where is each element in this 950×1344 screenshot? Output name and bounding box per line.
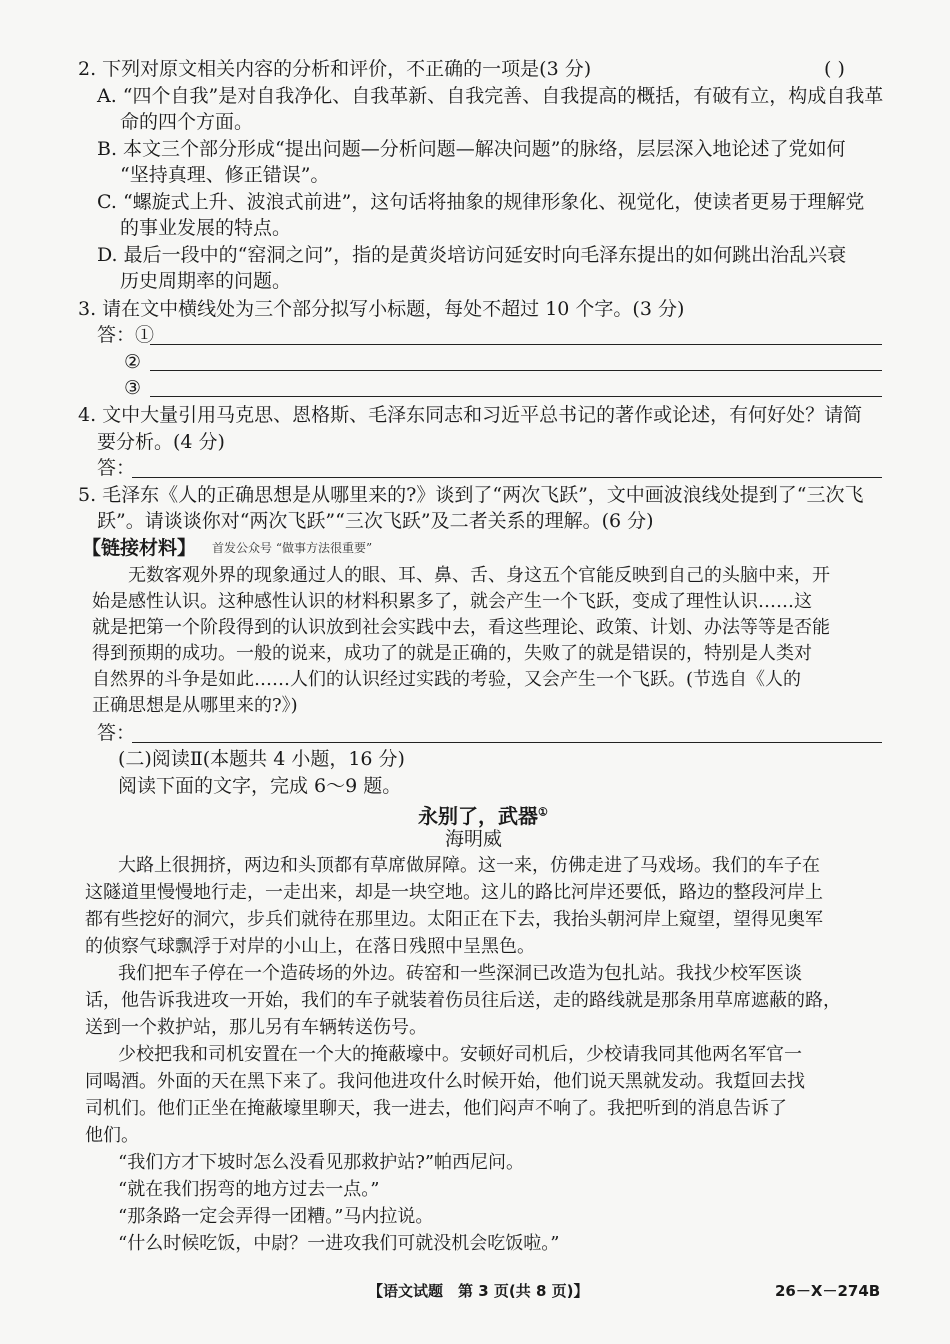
q5-stem-line2: 跃”。请谈谈你对“两次飞跃”“三次飞跃”及二者关系的理解。(6 分) (97, 510, 654, 532)
q2-answer-paren: ( ) (824, 58, 845, 80)
q2-option-a-line2: 命的四个方面。 (120, 111, 254, 133)
q3-answer-label-2: ② (124, 351, 142, 373)
link-material-line4: 得到预期的成功。一般的说来，成功了的就是正确的，失败了的就是错误的，特别是人类对 (92, 643, 812, 664)
link-material-line6: 正确思想是从哪里来的?》) (92, 695, 298, 716)
story-line: 他们。 (85, 1125, 139, 1146)
story-line: 送到一个救护站，那儿另有车辆转送伤号。 (85, 1017, 427, 1038)
story-line: 的侦察气球飘浮于对岸的小山上，在落日残照中呈黑色。 (85, 936, 535, 957)
q4-answer-label: 答： (97, 457, 136, 479)
q2-option-b-line1: B. 本文三个部分形成“提出问题—分析问题—解决问题”的脉络，层层深入地论述了党如何 (97, 138, 846, 160)
page-footer: 【语文试题 第 3 页(共 8 页)】 (368, 1282, 589, 1300)
link-material-line3: 就是把第一个阶段得到的认识放到社会实践中去，看这些理论、政策、计划、办法等等是否能 (92, 617, 830, 638)
story-author: 海明威 (445, 828, 503, 850)
q2-option-d-line1: D. 最后一段中的“窑洞之问”，指的是黄炎培访问延安时向毛泽东提出的如何跳出治乱兴衰 (97, 244, 847, 266)
q3-answer-line-1 (150, 344, 882, 345)
story-line: 话，他告诉我进攻一开始，我们的车子就装着伤员往后送，走的路线就是那条用草席遮蔽的路， (85, 990, 841, 1011)
story-line: 这隧道里慢慢地行走，一走出来，却是一块空地。这儿的路比河岸还要低，路边的整段河岸上 (85, 882, 823, 903)
story-title: 永别了，武器① (418, 804, 548, 828)
link-material-line1: 无数客观外界的现象通过人的眼、耳、鼻、舌、身这五个官能反映到自己的头脑中来，开 (128, 565, 830, 586)
story-line: “那条路一定会弄得一团糟。”马内拉说。 (118, 1206, 434, 1227)
q3-answer-label-1: 答：① (97, 324, 155, 346)
story-line: 大路上很拥挤，两边和头顶都有草席做屏障。这一来，仿佛走进了马戏场。我们的车子在 (118, 855, 820, 876)
q2-stem: 2. 下列对原文相关内容的分析和评价，不正确的一项是(3 分) (78, 58, 592, 80)
watermark-note: 首发公众号 “做事方法很重要” (212, 541, 373, 555)
q4-stem-line2: 要分析。(4 分) (97, 431, 225, 453)
story-line: “就在我们拐弯的地方过去一点。” (118, 1179, 380, 1200)
story-line: 都有些挖好的洞穴，步兵们就待在那里边。太阳正在下去，我抬头朝河岸上窥望，望得见奥军 (85, 909, 823, 930)
q2-option-d-line2: 历史周期率的问题。 (120, 270, 292, 292)
story-line: “我们方才下坡时怎么没看见那救护站?”帕西尼问。 (118, 1152, 525, 1173)
q2-option-c-line2: 的事业发展的特点。 (120, 217, 292, 239)
q4-stem-line1: 4. 文中大量引用马克思、恩格斯、毛泽东同志和习近平总书记的著作或论述，有何好处？请简 (78, 404, 863, 426)
story-line: 同喝酒。外面的天在黑下来了。我问他进攻什么时候开始，他们说天黑就发动。我踅回去找 (85, 1071, 805, 1092)
q5-answer-label: 答： (97, 722, 136, 744)
q3-stem: 3. 请在文中横线处为三个部分拟写小标题，每处不超过 10 个字。(3 分) (78, 298, 685, 320)
q3-answer-label-3: ③ (124, 377, 142, 399)
link-material-line2: 始是感性认识。这种感性认识的材料积累多了，就会产生一个飞跃，变成了理性认识……这 (92, 591, 812, 612)
link-material-label: 【链接材料】 (82, 537, 197, 559)
q3-answer-line-3 (150, 396, 882, 397)
q2-option-b-line2: “坚持真理、修正错误”。 (120, 164, 330, 186)
q2-option-a-line1: A. “四个自我”是对自我净化、自我革新、自我完善、自我提高的概括，有破有立，构成自我革 (97, 85, 884, 107)
q5-stem-line1: 5. 毛泽东《人的正确思想是从哪里来的?》谈到了“两次飞跃”，文中画波浪线处提到了“三次飞 (78, 484, 864, 506)
story-line: “什么时候吃饭，中尉？一进攻我们可就没机会吃饭啦。” (118, 1233, 560, 1254)
link-material-line5: 自然界的斗争是如此……人们的认识经过实践的考验，又会产生一个飞跃。(节选自《人的 (92, 669, 802, 690)
story-line: 我们把车子停在一个造砖场的外边。砖窑和一些深洞已改造为包扎站。我找少校军医谈 (118, 963, 802, 984)
section2-heading: (二)阅读Ⅱ(本题共 4 小题，16 分) (118, 748, 405, 770)
story-line: 司机们。他们正坐在掩蔽壕里聊天，我一进去，他们闷声不响了。我把听到的消息告诉了 (85, 1098, 787, 1119)
q5-answer-line (132, 742, 882, 743)
q3-answer-line-2 (150, 370, 882, 371)
story-line: 少校把我和司机安置在一个大的掩蔽壕中。安顿好司机后，少校请我同其他两名军官一 (118, 1044, 802, 1065)
paper-code: 26－X－274B (775, 1282, 881, 1300)
q2-option-c-line1: C. “螺旋式上升、波浪式前进”，这句话将抽象的规律形象化、视觉化，使读者更易于理解党 (97, 191, 865, 213)
q4-answer-line (132, 477, 882, 478)
section2-instruction: 阅读下面的文字，完成 6～9 题。 (118, 775, 402, 797)
